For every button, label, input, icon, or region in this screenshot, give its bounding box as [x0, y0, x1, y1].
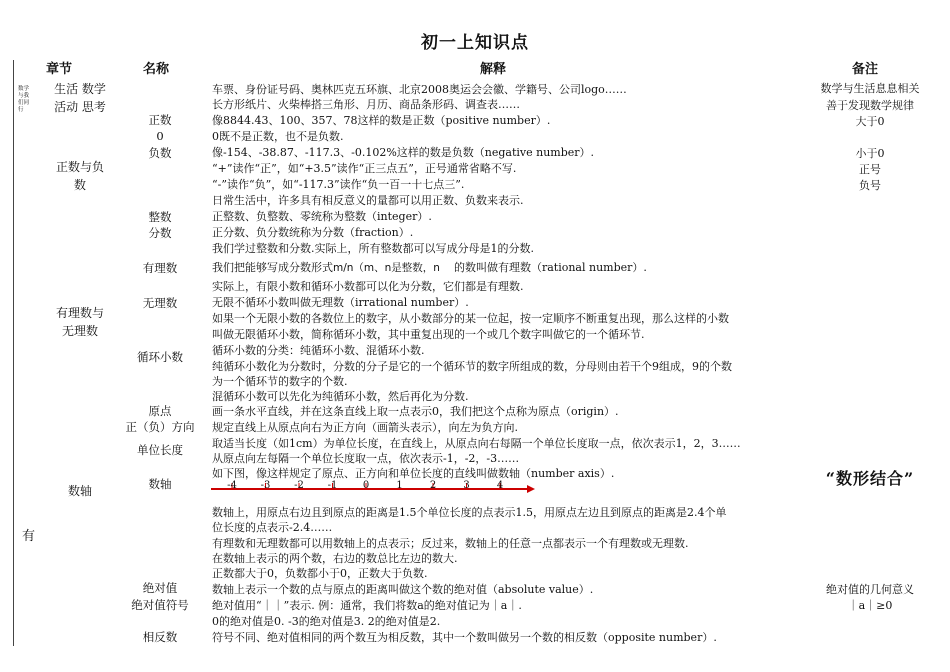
line-21: 画一条水平直线，并在这条直线上取一点表示0，我们把这个点称为原点（origin）. — [212, 405, 619, 418]
line-3: 像8844.43、100、357、78这样的数是正数（positive number）. — [212, 114, 551, 127]
axis-tick-label: 2 — [429, 480, 437, 491]
name-irrational: 无理数 — [142, 296, 178, 310]
line-28: 有理数和无理数都可以用数轴上的点表示；反过来，数轴上的任意一点都表示一个有理数或无理数. — [212, 537, 689, 550]
left-border-line — [13, 60, 14, 646]
line-15: 如果一个无限小数的各数位上的数字，从小数部分的某一位起，按一定顺序不断重复出现，那么这样的小数 — [212, 312, 729, 325]
line-11: 我们学过整数和分数.实际上，所有整数都可以写成分母是1的分数. — [212, 242, 534, 255]
line-5: 像-154、-38.87、-117.3、-0.102%这样的数是负数（negative number）. — [212, 146, 595, 159]
chapter-life: 生活 数学 活动 思考 — [54, 82, 106, 114]
axis-tick-label: 1 — [396, 480, 403, 491]
name-absolute: 绝对值 — [142, 581, 178, 595]
name-positive: 正数 — [148, 113, 172, 127]
note-abs-geometry: 绝对值的几何意义 — [826, 583, 914, 596]
axis-tick-label: -4 — [227, 480, 237, 491]
axis-tick-label: -2 — [294, 480, 304, 491]
line-6: “+”读作“正”，如“+3.5”读作“正三点五”，正号通常省略不写. — [212, 162, 517, 175]
line-31: 数轴上表示一个数的点与原点的距离叫做这个数的绝对值（absolute value）. — [212, 583, 594, 596]
line-20: 混循环小数可以先化为纯循环小数，然后再化为分数. — [212, 390, 469, 403]
note-minus-sign: 负号 — [859, 179, 881, 192]
name-recurring: 循环小数 — [137, 350, 183, 364]
line-8: 日常生活中，许多具有相反意义的量都可以用正数、负数来表示. — [212, 194, 524, 207]
note-abs-nonneg: ｜a｜≥0 — [847, 599, 893, 612]
line-33: 0的绝对值是0. -3的绝对值是3. 2的绝对值是2. — [212, 615, 441, 628]
line-10: 正分数、负分数统称为分数（fraction）. — [212, 226, 414, 239]
note-plus-sign: 正号 — [859, 163, 881, 176]
line-2: 长方形纸片、火柴棒搭三角形、月历、商品条形码、调查表…… — [212, 98, 520, 111]
note-negative: 小于0 — [855, 147, 885, 160]
line-22: 规定直线上从原点向右为正方向（画箭头表示），向左为负方向. — [212, 421, 518, 434]
line-19: 为一个循环节的数字的个数. — [212, 375, 348, 388]
line-9: 正整数、负整数、零统称为整数（integer）. — [212, 210, 432, 223]
line-12: 我们把能够写成分数形式m/n（m、n是整数，n 的数叫做有理数（rational number）. — [212, 261, 647, 274]
axis-tick-label: 3 — [463, 480, 470, 491]
page-title: 初一上知识点 — [421, 33, 529, 53]
header-remark: 备注 — [852, 62, 879, 77]
header-chapter: 章节 — [46, 62, 73, 77]
name-direction: 正（负）方向 — [125, 420, 195, 434]
axis-tick-label: -3 — [260, 480, 271, 491]
name-abs-symbol: 绝对值符号 — [131, 598, 189, 612]
chapter-axis: 数轴 — [67, 484, 92, 498]
axis-tick-label: 0 — [362, 480, 370, 491]
name-fraction: 分数 — [148, 226, 172, 240]
name-integer: 整数 — [148, 210, 172, 224]
name-unit: 单位长度 — [137, 443, 183, 457]
name-rational: 有理数 — [142, 261, 178, 275]
line-13: 实际上，有限小数和循环小数都可以化为分数，它们都是有理数. — [212, 280, 524, 293]
line-4: 0既不是正数，也不是负数. — [212, 130, 344, 143]
name-opposite: 相反数 — [142, 630, 178, 644]
line-18: 纯循环小数化为分数时，分数的分子是它的一个循环节的数字所组成的数，分母则由若干个9组成，9的个数 — [212, 360, 732, 373]
line-27: 位长度的点表示-2.4…… — [212, 521, 333, 534]
line-25: 如下图，像这样规定了原点、正方向和单位长度的直线叫做数轴（number axis）. — [212, 467, 615, 480]
axis-tick-label: -1 — [327, 480, 338, 491]
axis-arrow-icon — [527, 485, 535, 493]
name-negative: 负数 — [148, 146, 172, 160]
side-label: 数学 与我 们同 行 — [18, 86, 30, 113]
line-34: 符号不同、绝对值相同的两个数互为相反数，其中一个数叫做另一个数的相反数（opposite number）. — [212, 631, 717, 644]
note-positive: 大于0 — [855, 115, 885, 128]
header-name: 名称 — [143, 62, 170, 77]
line-17: 循环小数的分类：纯循环小数、混循环小数. — [212, 344, 425, 357]
line-16: 叫做无限循环小数，简称循环小数，其中重复出现的一个或几个数字叫做它的一个循环节. — [212, 328, 645, 341]
line-14: 无限不循环小数叫做无理数（irrational number）. — [212, 296, 469, 309]
chapter-pos-neg: 正数与负 数 — [55, 160, 104, 192]
chapter-rational: 有理数与 无理数 — [55, 306, 104, 338]
line-1: 车票、身份证号码、奥林匹克五环旗、北京2008奥运会会徽、学籍号、公司logo…… — [212, 83, 627, 96]
axis-tick-label: 4 — [496, 480, 504, 491]
side-char: 有 — [22, 529, 36, 544]
line-24: 从原点向左每隔一个单位长度取一点，依次表示-1，-2，-3…… — [212, 452, 520, 465]
name-origin: 原点 — [148, 404, 172, 418]
note-life-1: 数学与生活息息相关 — [820, 82, 920, 95]
name-zero: 0 — [156, 129, 164, 143]
line-30: 正数都大于0，负数都小于0，正数大于负数. — [212, 567, 428, 580]
line-23: 取适当长度（如1cm）为单位长度，在直线上，从原点向右每隔一个单位长度取一点，依次表示1，2，3…… — [212, 437, 741, 450]
note-number-shape: “数形结合” — [825, 469, 915, 488]
number-axis-diagram — [205, 480, 545, 504]
note-life-2: 善于发现数学规律 — [826, 99, 914, 112]
line-26: 数轴上，用原点右边且到原点的距离是1.5个单位长度的点表示1.5，用原点左边且到原点的距离是2.4个单 — [212, 506, 727, 519]
header-explanation: 解释 — [480, 62, 507, 77]
line-32: 绝对值用“｜｜”表示. 例：通常，我们将数a的绝对值记为｜a｜. — [212, 599, 522, 612]
line-7: “-”读作“负”，如“-117.3”读作“负一百一十七点三”. — [212, 178, 465, 191]
line-29: 在数轴上表示的两个数，右边的数总比左边的数大. — [212, 552, 458, 565]
name-axis: 数轴 — [148, 477, 172, 491]
